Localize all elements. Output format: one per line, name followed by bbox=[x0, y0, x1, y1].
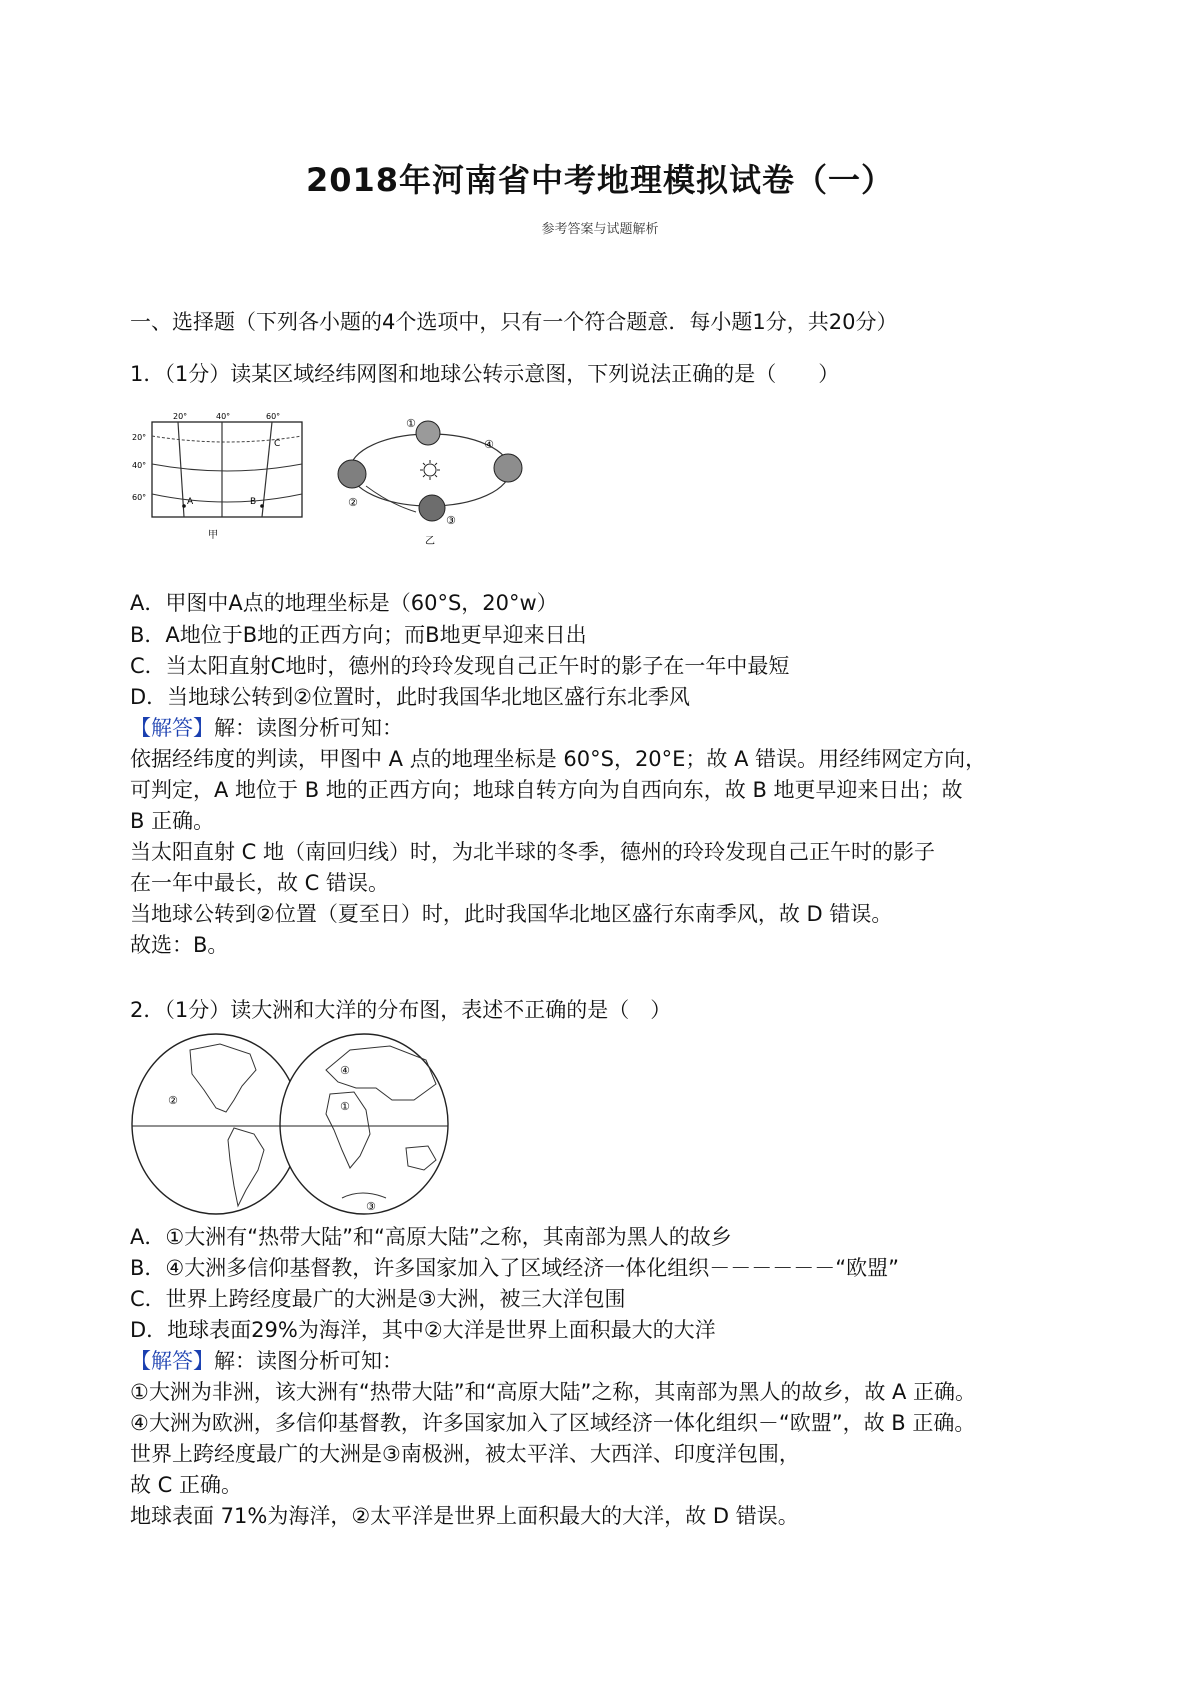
q1-option-c: C．当太阳直射C地时，德州的玲玲发现自己正午时的影子在一年中最短 bbox=[130, 654, 790, 678]
q2-analysis-line: ①大洲为非洲，该大洲有“热带大陆”和“高原大陆”之称，其南部为黑人的故乡，故 A 正确。 bbox=[130, 1380, 977, 1404]
jia-top-label: 20° bbox=[173, 412, 188, 421]
q2-world-map bbox=[130, 1030, 450, 1220]
jia-caption: 甲 bbox=[208, 530, 218, 541]
q2-analysis-line: 地球表面 71%为海洋，②太平洋是世界上面积最大的大洋，故 D 错误。 bbox=[130, 1504, 799, 1528]
map-label-ocean: ② bbox=[168, 1094, 178, 1107]
q1-jieda-intro: 解：读图分析可知： bbox=[214, 716, 403, 740]
q1-analysis-line: 当太阳直射 C 地（南回归线）时，为北半球的冬季，德州的玲玲发现自己正午时的影子 bbox=[130, 840, 936, 864]
q2-option-c: C．世界上跨经度最广的大洲是③大洲，被三大洋包围 bbox=[130, 1287, 626, 1311]
sun-icon bbox=[420, 460, 440, 480]
q1-figure-yi bbox=[330, 408, 530, 548]
jia-left-label: 20° bbox=[132, 433, 147, 442]
q2-jieda-intro: 解：读图分析可知： bbox=[214, 1349, 403, 1373]
western-hemisphere bbox=[132, 1034, 300, 1214]
position-label: ① bbox=[406, 417, 416, 430]
q1-analysis-line: 当地球公转到②位置（夏至日）时，此时我国华北地区盛行东南季风，故 D 错误。 bbox=[130, 902, 893, 926]
eastern-hemisphere bbox=[280, 1034, 448, 1214]
jia-top-label: 60° bbox=[266, 412, 281, 421]
q2-option-a: A．①大洲有“热带大陆”和“高原大陆”之称，其南部为黑人的故乡 bbox=[130, 1225, 732, 1249]
earth-globe-bottom bbox=[419, 495, 445, 521]
q1-analysis-line: 在一年中最长，故 C 错误。 bbox=[130, 871, 390, 895]
earth-globe-left bbox=[338, 460, 366, 488]
jia-top-label: 40° bbox=[216, 412, 231, 421]
q2-analysis-line: ④大洲为欧洲，多信仰基督教，许多国家加入了区域经济一体化组织－“欧盟”，故 B 正确。 bbox=[130, 1411, 976, 1435]
q1-stem: 1．（1分）读某区域经纬网图和地球公转示意图，下列说法正确的是（ ） bbox=[130, 362, 840, 386]
q1-analysis-line: 故选：B。 bbox=[130, 933, 229, 957]
earth-globe-top bbox=[416, 421, 440, 445]
jia-left-label: 40° bbox=[132, 461, 147, 470]
map-label-continent: ④ bbox=[340, 1064, 350, 1077]
point-a-marker bbox=[182, 504, 186, 508]
q2-option-d: D．地球表面29%为海洋，其中②大洋是世界上面积最大的大洋 bbox=[130, 1318, 716, 1342]
point-b-label: B bbox=[250, 497, 257, 507]
position-label: ③ bbox=[446, 514, 456, 527]
position-label: ④ bbox=[484, 438, 494, 451]
page-subtitle: 参考答案与试题解析 bbox=[541, 222, 659, 237]
jia-left-label: 60° bbox=[132, 493, 147, 502]
q2-answer-header bbox=[130, 1346, 403, 1377]
q1-analysis-line: 可判定，A 地位于 B 地的正西方向；地球自转方向为自西向东，故 B 地更早迎来日出；故 bbox=[130, 778, 963, 802]
yi-caption: 乙 bbox=[425, 536, 435, 547]
q2-stem: 2．（1分）读大洲和大洋的分布图，表述不正确的是（ ） bbox=[130, 998, 672, 1022]
q2-jieda-tag: 【解答】 bbox=[130, 1349, 214, 1373]
point-b-marker bbox=[260, 504, 264, 508]
earth-globe-right bbox=[494, 454, 522, 482]
map-label-continent: ③ bbox=[366, 1200, 376, 1213]
page-title: 2018年河南省中考地理模拟试卷（一） bbox=[305, 161, 895, 199]
section-title: 一、选择题（下列各小题的4个选项中，只有一个符合题意．每小题1分，共20分） bbox=[130, 310, 898, 334]
q1-figure-jia bbox=[126, 410, 306, 542]
q1-option-b: B．A地位于B地的正西方向；而B地更早迎来日出 bbox=[130, 623, 587, 647]
q2-option-b: B．④大洲多信仰基督教，许多国家加入了区域经济一体化组织－－－－－－“欧盟” bbox=[130, 1256, 899, 1280]
q1-option-a: A．甲图中A点的地理坐标是（60°S，20°w） bbox=[130, 591, 558, 615]
position-label: ② bbox=[348, 496, 358, 509]
q2-analysis-line: 故 C 正确。 bbox=[130, 1473, 243, 1497]
map-label-continent: ① bbox=[340, 1100, 350, 1113]
q1-answer-header bbox=[130, 713, 403, 744]
q1-jieda-tag: 【解答】 bbox=[130, 716, 214, 740]
q1-option-d: D．当地球公转到②位置时，此时我国华北地区盛行东北季风 bbox=[130, 685, 690, 709]
q1-analysis-line: 依据经纬度的判读，甲图中 A 点的地理坐标是 60°S，20°E；故 A 错误。用经纬网定方向， bbox=[130, 747, 987, 771]
orbit-arrow bbox=[366, 486, 416, 512]
point-a-label: A bbox=[187, 497, 194, 507]
q2-analysis-line: 世界上跨经度最广的大洲是③南极洲，被太平洋、大西洋、印度洋包围， bbox=[130, 1442, 800, 1466]
point-c-label: C bbox=[274, 439, 281, 449]
q1-analysis-line: B 正确。 bbox=[130, 809, 215, 833]
